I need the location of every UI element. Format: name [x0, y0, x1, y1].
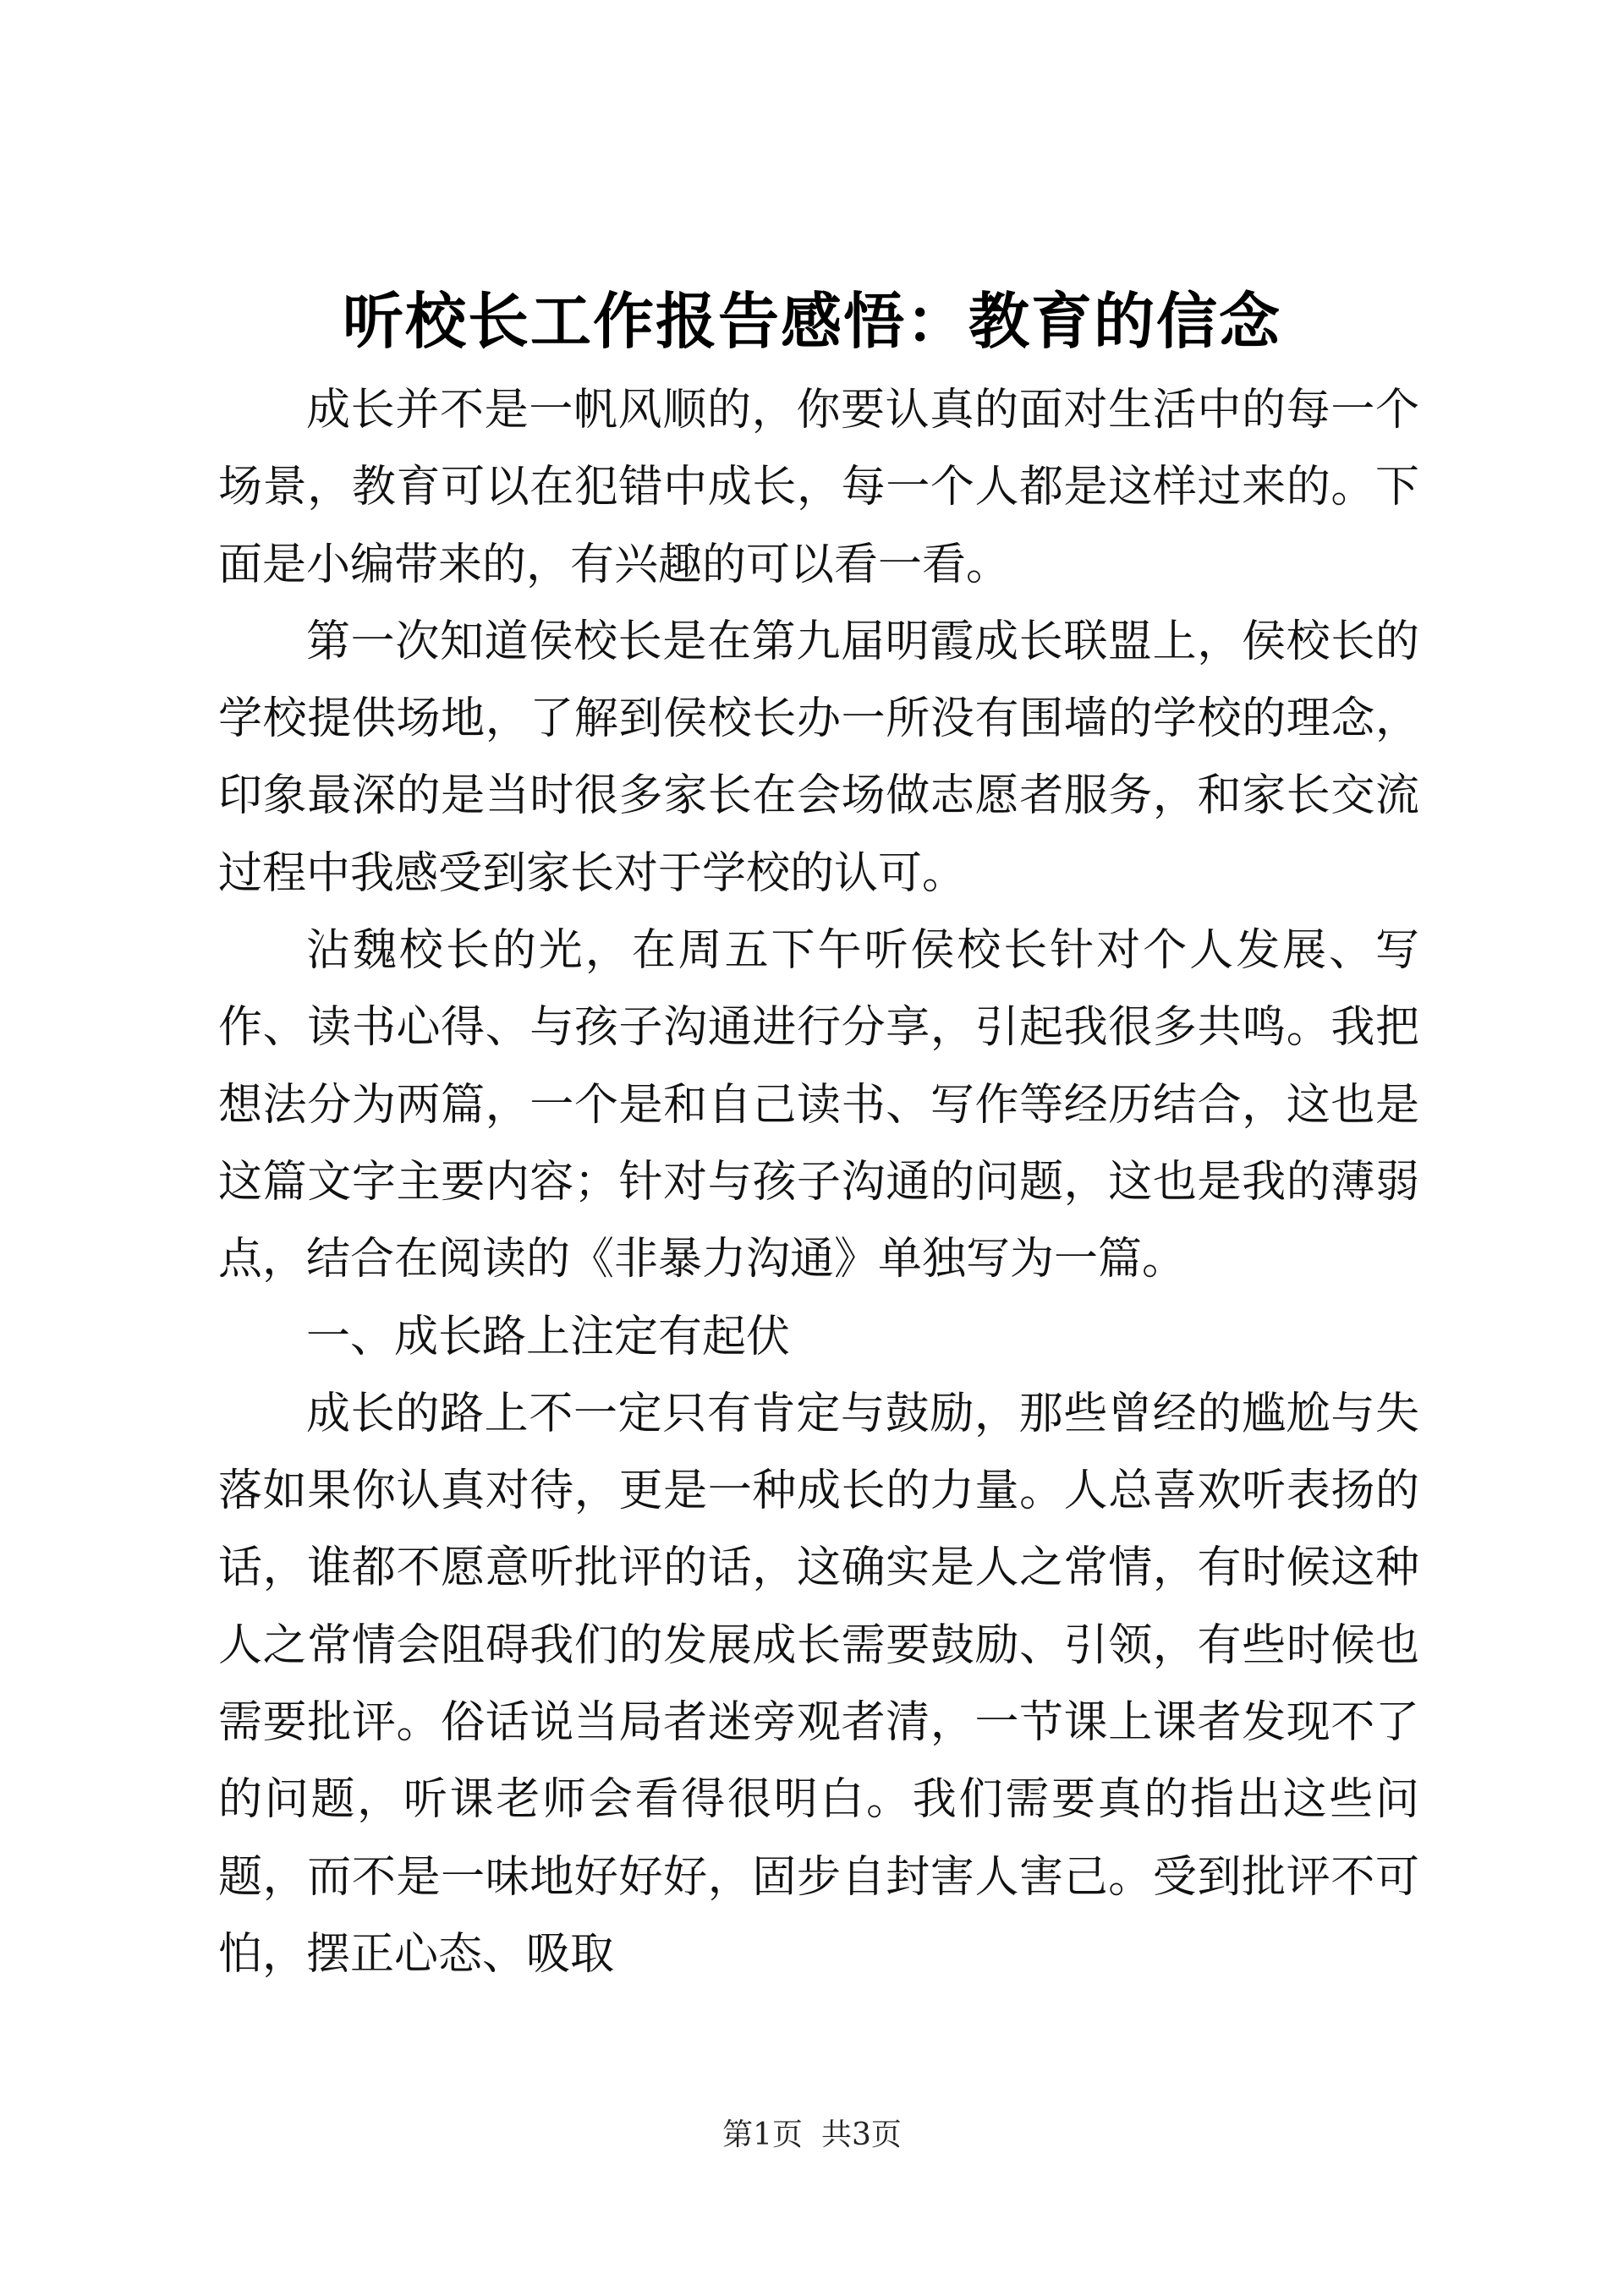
paragraph-sharing: 沾魏校长的光，在周五下午听侯校长针对个人发展、写作、读书心得、与孩子沟通进行分享，引起我很多共鸣。我把想法分为两篇，一个是和自己读书、写作等经历结合，这也是这篇文字主要内容；针对与孩子沟通的问题，这也是我的薄弱点，结合在阅读的《非暴力沟通》单独写为一篇。: [218, 925, 1419, 1285]
paragraph-first-meeting: 第一次知道侯校长是在第九届明霞成长联盟上，侯校长的学校提供场地，了解到侯校长办一所没有围墙的学校的理念，印象最深的是当时很多家长在会场做志愿者服务，和家长交流过程中我感受到家长对于学校的认可。: [218, 616, 1419, 899]
paragraph-intro: 成长并不是一帆风顺的，你要认真的面对生活中的每一个场景，教育可以在犯错中成长，每一个人都是这样过来的。下面是小编带来的，有兴趣的可以看一看。: [218, 385, 1419, 590]
page-footer: [0, 2114, 1624, 2156]
document-body: [218, 372, 1419, 1993]
paragraph-growth: 成长的路上不一定只有肯定与鼓励，那些曾经的尴尬与失落如果你认真对待，更是一种成长的力量。人总喜欢听表扬的话，谁都不愿意听批评的话，这确实是人之常情，有时候这种人之常情会阻碍我们的发展成长需要鼓励、引领，有些时候也需要批评。俗话说当局者迷旁观者清，一节课上课者发现不了的问题，听课老师会看得很明白。我们需要真的指出这些问题，而不是一味地好好好，固步自封害人害己。受到批评不可怕，摆正心态、吸取: [218, 1388, 1419, 1980]
section-heading-growth: 一、成长路上注定有起伏: [306, 1311, 791, 1362]
document-title: 听校长工作报告感悟：教育的信念: [342, 285, 1281, 357]
page-number: 第1页: [722, 2118, 803, 2152]
page-total: 共3页: [821, 2118, 902, 2152]
